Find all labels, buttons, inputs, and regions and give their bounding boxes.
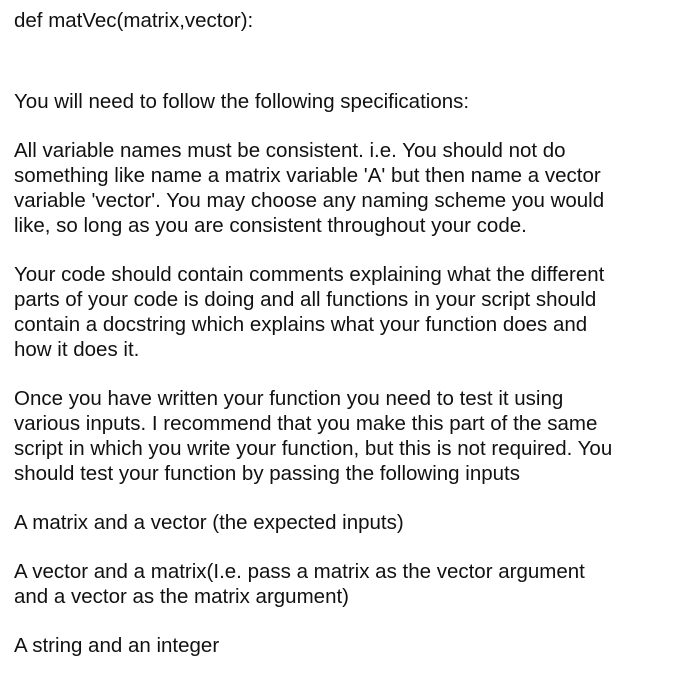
test-case-expected <box>14 510 687 535</box>
text-line: All variable names must be consistent. i.e. You should not do <box>14 139 566 162</box>
text-line: like, so long as you are consistent throughout your code. <box>14 214 527 237</box>
text-line: A matrix and a vector (the expected inputs) <box>14 511 404 534</box>
text-line: contain a docstring which explains what your function does and <box>14 313 588 336</box>
paragraph-testing <box>14 386 687 486</box>
intro-heading: You will need to follow the following specifications: <box>14 90 470 113</box>
text-line: variable 'vector'. You may choose any naming scheme you would <box>14 189 605 212</box>
text-line: A string and an integer <box>14 634 220 657</box>
document-body <box>14 8 687 658</box>
text-line: and a vector as the matrix argument) <box>14 585 349 608</box>
paragraph-consistency <box>14 138 687 238</box>
spacer <box>14 362 687 386</box>
text-line: Once you have written your function you need to test it using <box>14 387 564 410</box>
text-line: various inputs. I recommend that you make this part of the same <box>14 412 598 435</box>
text-line: parts of your code is doing and all functions in your script should <box>14 288 597 311</box>
code-header: def matVec(matrix,vector): <box>14 9 254 32</box>
text-line: how it does it. <box>14 338 140 361</box>
spacer <box>14 535 687 559</box>
text-line: should test your function by passing the following inputs <box>14 462 520 485</box>
text-line: something like name a matrix variable 'A' but then name a vector <box>14 164 601 187</box>
spacer <box>14 238 687 262</box>
test-case-swapped <box>14 559 687 609</box>
text-line: script in which you write your function, but this is not required. You <box>14 437 613 460</box>
text-line: A vector and a matrix(I.e. pass a matrix as the vector argument <box>14 560 585 583</box>
test-case-string-integer <box>14 633 687 658</box>
spacer <box>14 486 687 510</box>
paragraph-comments <box>14 262 687 362</box>
spacer <box>14 114 687 138</box>
spacer <box>14 33 687 89</box>
text-line: Your code should contain comments explaining what the different <box>14 263 605 286</box>
spacer <box>14 609 687 633</box>
